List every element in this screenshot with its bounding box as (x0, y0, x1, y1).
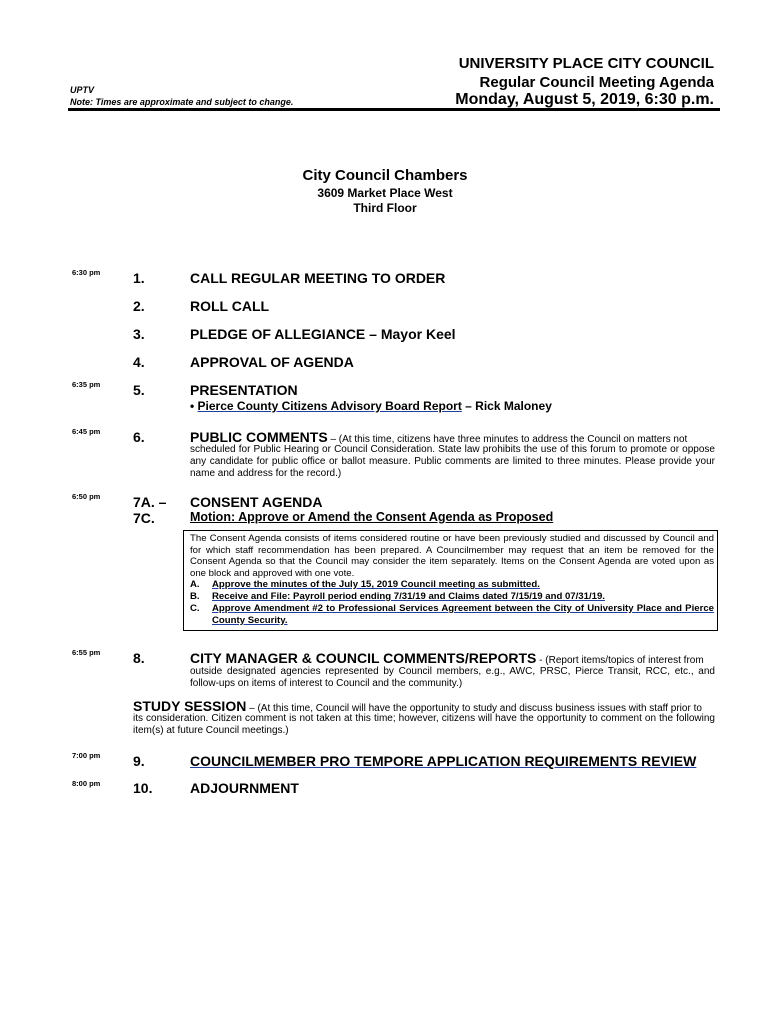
consent-item-b-label: B. (190, 591, 200, 602)
desc-item-8: outside designated agencies represented by Council members, e.g., AWC, PRSC, Pierce Transit, RCC, etc., and follow-ups on items of interest to Council and the community.) (190, 666, 715, 689)
title-item-8-line (190, 650, 704, 666)
title-item-1: CALL REGULAR MEETING TO ORDER (190, 270, 446, 286)
title-item-6-line (190, 429, 687, 445)
num-item-7a: 7A. – (133, 494, 167, 510)
title-item-9[interactable]: COUNCILMEMBER PRO TEMPORE APPLICATION REQUIREMENTS REVIEW (190, 753, 697, 769)
consent-item-b-text[interactable]: Receive and File: Payroll period ending 7/31/19 and Claims dated 7/15/19 and 07/31/19. (212, 591, 605, 602)
consent-item-a-label: A. (190, 579, 200, 590)
title-item-8: CITY MANAGER & COUNCIL COMMENTS/REPORTS (190, 650, 537, 666)
num-item-4: 4. (133, 354, 145, 370)
location-address: 3609 Market Place West (317, 186, 453, 200)
title-item-5: PRESENTATION (190, 382, 298, 398)
title-item-3: PLEDGE OF ALLEGIANCE – Mayor Keel (190, 326, 456, 342)
num-item-8: 8. (133, 650, 145, 666)
num-item-10: 10. (133, 780, 153, 796)
location-floor: Third Floor (353, 201, 417, 215)
num-item-3: 3. (133, 326, 145, 342)
num-item-5: 5. (133, 382, 145, 398)
study-session-title: STUDY SESSION (133, 698, 247, 714)
study-session-inline: – (At this time, Council will have the opportunity to study and discuss business issues with staff prior to (246, 703, 702, 714)
times-note: Note: Times are approximate and subject to change. (70, 97, 294, 107)
presenter: – Rick Maloney (461, 399, 552, 413)
desc-item-6-inline: – (At this time, citizens have three minutes to address the Council on matters not (327, 434, 688, 445)
meeting-date: Monday, August 5, 2019, 6:30 p.m. (455, 91, 714, 108)
location-name: City Council Chambers (302, 167, 468, 184)
desc-item-8-inline: - (Report items/topics of interest from (536, 655, 704, 666)
consent-item-c-label: C. (190, 603, 200, 614)
time-item-6: 6:45 pm (72, 427, 101, 436)
study-session-line (133, 698, 702, 714)
title-item-10: ADJOURNMENT (190, 780, 299, 796)
uptv-label: UPTV (70, 85, 95, 95)
title-item-2: ROLL CALL (190, 298, 270, 314)
num-item-9: 9. (133, 753, 145, 769)
study-session-desc: its consideration. Citizen comment is not taken at this time; however, citizens will have the opportunity to comment on the following item(s) at future Council meetings.) (133, 713, 715, 736)
time-item-8: 6:55 pm (72, 648, 101, 657)
time-item-9: 7:00 pm (72, 751, 101, 760)
title-item-6: PUBLIC COMMENTS (190, 429, 328, 445)
meeting-type: Regular Council Meeting Agenda (479, 74, 714, 91)
time-item-5: 6:35 pm (72, 380, 101, 389)
bullet: • (190, 399, 198, 413)
num-item-1: 1. (133, 270, 145, 286)
num-item-6: 6. (133, 429, 145, 445)
time-item-7: 6:50 pm (72, 492, 101, 501)
presentation-link[interactable]: Pierce County Citizens Advisory Board Report (197, 399, 462, 413)
time-item-1: 6:30 pm (72, 268, 101, 277)
consent-description: The Consent Agenda consists of items considered routine or have been previously studied and discussed by Council and for which staff recommendation has been prepared. A Councilmember may request that an item be removed for the Consent Agenda so that the Council may consider the item separately. Items on the Consent Agenda are voted upon as one block and approved with one vote. (190, 533, 714, 579)
desc-item-6: scheduled for Public Hearing or Council Consideration. State law prohibits the use of this forum to promote or oppose any candidate for public office or ballot measure. Public comments are limited to three minutes. Please provide your name and address for the record.) (190, 444, 715, 479)
title-item-7: CONSENT AGENDA (190, 494, 323, 510)
num-item-2: 2. (133, 298, 145, 314)
consent-motion: Motion: Approve or Amend the Consent Agenda as Proposed (190, 510, 554, 524)
consent-item-a-text[interactable]: Approve the minutes of the July 15, 2019 Council meeting as submitted. (212, 579, 540, 590)
council-title: UNIVERSITY PLACE CITY COUNCIL (458, 55, 714, 72)
time-item-10: 8:00 pm (72, 779, 101, 788)
presentation-line (190, 399, 552, 413)
title-item-4: APPROVAL OF AGENDA (190, 354, 354, 370)
header-rule (68, 108, 720, 111)
consent-item-c-text[interactable]: Approve Amendment #2 to Professional Services Agreement between the City of University Place and Pierce County Security. (212, 603, 714, 626)
num-item-7c: 7C. (133, 510, 155, 526)
